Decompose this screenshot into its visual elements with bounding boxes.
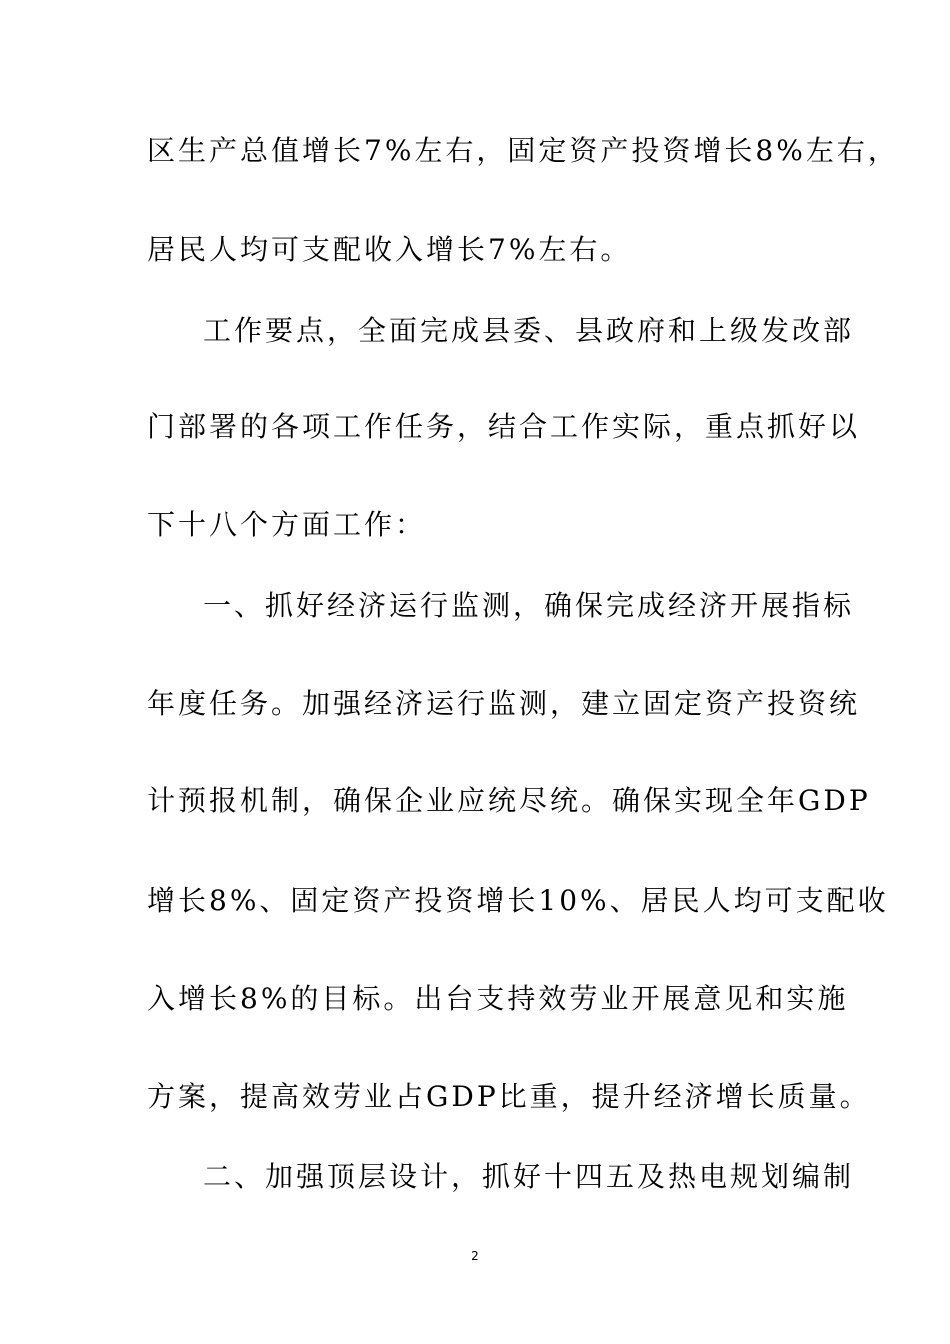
paragraph-start-line: 二、加强顶层设计，抓好十四五及热电规划编制 xyxy=(203,1160,855,1193)
text-line: 入增长8%的目标。出台支持效劳业开展意见和实施 xyxy=(147,982,849,1015)
text-line: 方案，提高效劳业占GDP比重，提升经济增长质量。 xyxy=(147,1080,871,1113)
text-line: 增长8%、固定资产投资增长10%、居民人均可支配收 xyxy=(147,884,889,917)
text-line: 居民人均可支配收入增长7%左右。 xyxy=(147,233,632,266)
text-line: 门部署的各项工作任务，结合工作实际，重点抓好以 xyxy=(147,410,861,443)
text-line: 下十八个方面工作： xyxy=(147,508,427,541)
page-number: 2 xyxy=(471,1249,479,1263)
paragraph-start-line: 工作要点，全面完成县委、县政府和上级发改部 xyxy=(203,314,855,347)
text-line: 年度任务。加强经济运行监测，建立固定资产投资统 xyxy=(147,687,861,720)
paragraph-start-line: 一、抓好经济运行监测，确保完成经济开展指标 xyxy=(203,589,855,622)
text-line: 区生产总值增长7%左右，固定资产投资增长8%左右， xyxy=(147,134,899,167)
text-line: 计预报机制，确保企业应统尽统。确保实现全年GDP xyxy=(147,784,871,817)
